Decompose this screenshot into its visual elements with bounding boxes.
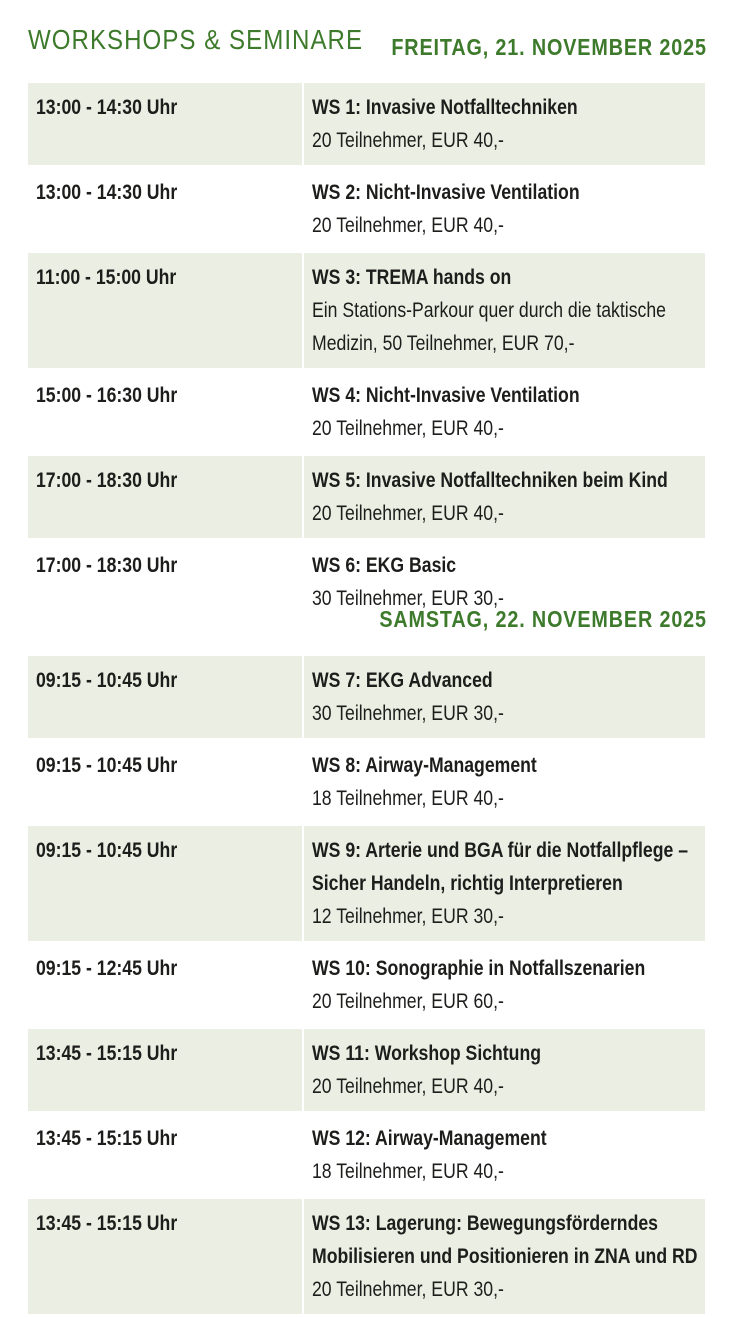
session-title-line2: Mobilisieren und Positionieren in ZNA und RD: [312, 1245, 698, 1268]
session-details: 18 Teilnehmer, EUR 40,-: [312, 787, 504, 810]
session-details: 30 Teilnehmer, EUR 30,-: [312, 702, 504, 725]
session-details: 12 Teilnehmer, EUR 30,-: [312, 905, 504, 928]
session-time: 11:00 - 15:00 Uhr: [36, 266, 177, 289]
table-row: [28, 944, 705, 1026]
session-time: 15:00 - 16:30 Uhr: [36, 384, 178, 407]
session-title: WS 10: Sonographie in Notfallszenarien: [312, 957, 646, 980]
session-time: 13:00 - 14:30 Uhr: [36, 96, 178, 119]
table-row: [28, 168, 705, 250]
session-time: 13:45 - 15:15 Uhr: [36, 1212, 178, 1235]
session-details: 20 Teilnehmer, EUR 30,-: [312, 1278, 504, 1301]
session-details: 30 Teilnehmer, EUR 30,-: [312, 587, 504, 610]
session-time: 09:15 - 10:45 Uhr: [36, 839, 178, 862]
table-row: [28, 1199, 705, 1314]
schedule-table-friday: [28, 83, 705, 626]
session-details: 20 Teilnehmer, EUR 60,-: [312, 990, 504, 1013]
session-details: 18 Teilnehmer, EUR 40,-: [312, 1160, 504, 1183]
session-title: WS 13: Lagerung: Bewegungsförderndes: [312, 1212, 658, 1235]
session-time: 09:15 - 10:45 Uhr: [36, 754, 178, 777]
session-time: 13:00 - 14:30 Uhr: [36, 181, 178, 204]
session-title: WS 1: Invasive Notfalltechniken: [312, 96, 578, 119]
table-row: [28, 456, 705, 538]
session-title-line2: Sicher Handeln, richtig Interpretieren: [312, 872, 623, 895]
table-row: [28, 656, 705, 738]
session-title: WS 12: Airway-Management: [312, 1127, 547, 1150]
session-time: 09:15 - 12:45 Uhr: [36, 957, 178, 980]
session-title: WS 8: Airway-Management: [312, 754, 537, 777]
session-time: 13:45 - 15:15 Uhr: [36, 1042, 178, 1065]
session-details: Ein Stations-Parkour quer durch die taktische: [312, 299, 666, 322]
schedule-table-saturday: [28, 656, 705, 1317]
table-row: [28, 1114, 705, 1196]
table-row: [28, 83, 705, 165]
session-title: WS 9: Arterie und BGA für die Notfallpflege –: [312, 839, 689, 862]
table-row: [28, 826, 705, 941]
day-heading-saturday: SAMSTAG, 22. NOVEMBER 2025: [379, 606, 707, 632]
session-title: WS 2: Nicht-Invasive Ventilation: [312, 181, 580, 204]
session-details: 20 Teilnehmer, EUR 40,-: [312, 502, 504, 525]
table-row: [28, 371, 705, 453]
session-time: 09:15 - 10:45 Uhr: [36, 669, 178, 692]
session-details: 20 Teilnehmer, EUR 40,-: [312, 417, 504, 440]
session-time: 13:45 - 15:15 Uhr: [36, 1127, 178, 1150]
session-time: 17:00 - 18:30 Uhr: [36, 469, 178, 492]
session-time: 17:00 - 18:30 Uhr: [36, 554, 178, 577]
session-title: WS 11: Workshop Sichtung: [312, 1042, 542, 1065]
session-details: 20 Teilnehmer, EUR 40,-: [312, 214, 504, 237]
session-title: WS 7: EKG Advanced: [312, 669, 493, 692]
session-title: WS 4: Nicht-Invasive Ventilation: [312, 384, 580, 407]
session-details: 20 Teilnehmer, EUR 40,-: [312, 1075, 504, 1098]
table-row: [28, 741, 705, 823]
page-title: WORKSHOPS & SEMINARE: [28, 24, 364, 55]
table-row: [28, 1029, 705, 1111]
session-title: WS 3: TREMA hands on: [312, 266, 512, 289]
table-row: [28, 253, 705, 368]
session-title: WS 5: Invasive Notfalltechniken beim Kind: [312, 469, 668, 492]
session-details: Medizin, 50 Teilnehmer, EUR 70,-: [312, 332, 575, 355]
day-heading-friday: FREITAG, 21. NOVEMBER 2025: [391, 34, 707, 60]
session-details: 20 Teilnehmer, EUR 40,-: [312, 129, 504, 152]
session-title: WS 6: EKG Basic: [312, 554, 457, 577]
